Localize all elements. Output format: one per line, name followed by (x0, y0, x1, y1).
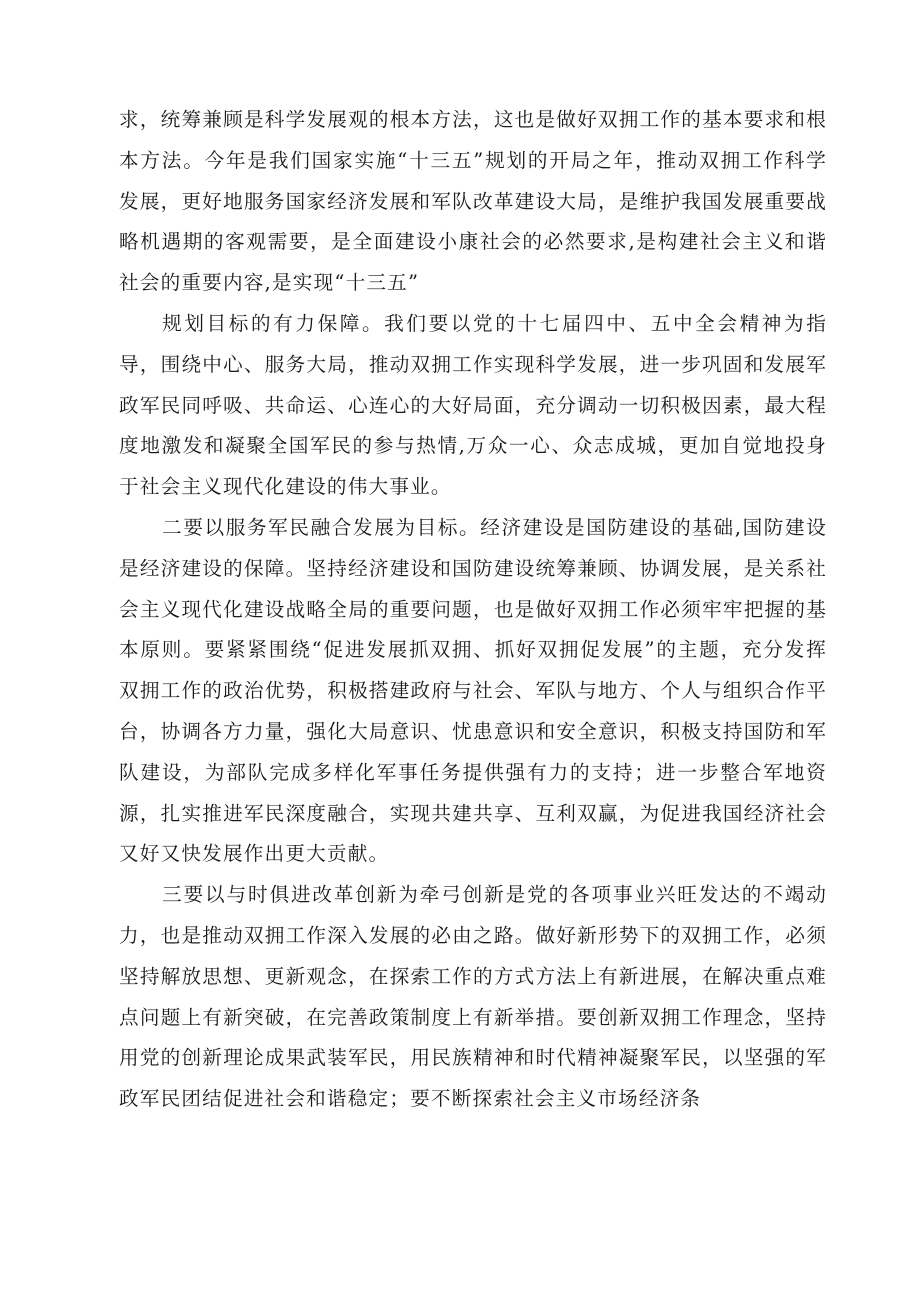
paragraph-4: 三要以与时俱进改革创新为牵弓创新是党的各项事业兴旺发达的不竭动力，也是推动双拥工作深入发展的必由之路。做好新形势下的双拥工作，必须坚持解放思想、更新观念，在探索工作的方式方法上有新进展，在解决重点难点问题上有新突破，在完善政策制度上有新举措。要创新双拥工作理念，坚持用党的创新理论成果武装军民，用民族精神和时代精神凝聚军民，以坚强的军政军民团结促进社会和谐稳定；要不断探索社会主义市场经济条 (119, 883, 827, 1111)
paragraph-1: 求，统筹兼顾是科学发展观的根本方法，这也是做好双拥工作的基本要求和根本方法。今年是我们国家实施“十三五”规划的开局之年，推动双拥工作科学发展，更好地服务国家经济发展和军队改革建设大局，是维护我国发展重要战略机遇期的客观需要，是全面建设小康社会的必然要求,是构建社会主义和谐社会的重要内容,是实现“十三五” (119, 108, 827, 295)
paragraph-3: 二要以服务军民融合发展为目标。经济建设是国防建设的基础,国防建设是经济建设的保障。坚持经济建设和国防建设统筹兼顾、协调发展，是关系社会主义现代化建设战略全局的重要问题，也是做好双拥工作必须牢牢把握的基本原则。要紧紧围绕“促进发展抓双拥、抓好双拥促发展”的主题，充分发挥双拥工作的政治优势，积极搭建政府与社会、军队与地方、个人与组织合作平台，协调各方力量，强化大局意识、忧患意识和安全意识，积极支持国防和军队建设，为部队完成多样化军事任务提供强有力的支持；进一步整合军地资源，扎实推进军民深度融合，实现共建共享、互利双赢，为促进我国经济社会又好又快发展作出更大贡献。 (119, 515, 827, 866)
paragraph-2: 规划目标的有力保障。我们要以党的十七届四中、五中全会精神为指导，围绕中心、服务大局，推动双拥工作实现科学发展，进一步巩固和发展军政军民同呼吸、共命运、心连心的大好局面，充分调动一切积极因素，最大程度地激发和凝聚全国军民的参与热情,万众一心、众志成城，更加自觉地投身于社会主义现代化建设的伟大事业。 (119, 311, 827, 499)
document-body (119, 100, 827, 1120)
